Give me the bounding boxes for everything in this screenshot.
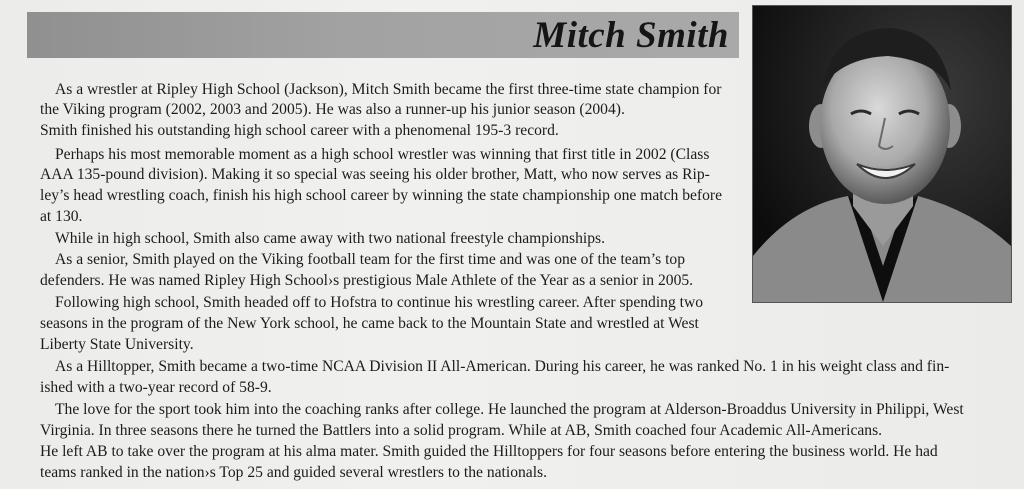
body-line: The love for the sport took him into the coaching ranks after college. He launched the program at Alderson-Broaddus University in Philippi, West <box>55 401 964 418</box>
body-line: the Viking program (2002, 2003 and 2005). He was also a runner-up his junior season (2004). <box>40 101 625 118</box>
body-line: As a senior, Smith played on the Viking football team for the first time and was one of the team’s top <box>55 251 686 268</box>
page-title: Mitch Smith <box>533 15 729 56</box>
body-line: seasons in the program of the New York school, he came back to the Mountain State and wrestled at West <box>40 315 699 332</box>
body-line: Following high school, Smith headed off to Hofstra to continue his wrestling career. After spending two <box>55 294 704 311</box>
body-line: As a wrestler at Ripley High School (Jackson), Mitch Smith became the first three-time state champion for <box>55 81 722 98</box>
body-line: ished with a two-year record of 58-9. <box>40 379 272 396</box>
body-line: ley’s head wrestling coach, finish his high school career by winning the state championship one match before <box>40 187 723 204</box>
body-line: Smith finished his outstanding high school career with a phenomenal 195-3 record. <box>40 122 559 139</box>
body-line: Perhaps his most memorable moment as a high school wrestler was winning that first title in 2002 (Class <box>55 146 710 163</box>
body-line: at 130. <box>40 208 83 225</box>
body-line: He left AB to take over the program at his alma mater. Smith guided the Hilltoppers for four seasons before entering the business world. He had <box>40 443 938 460</box>
body-line: Virginia. In three seasons there he turned the Battlers into a solid program. While at AB, Smith coached four Academic All-Americans. <box>40 422 883 439</box>
body-line: defenders. He was named Ripley High School›s prestigious Male Athlete of the Year as a senior in 2005. <box>40 272 694 289</box>
body-line: As a Hilltopper, Smith became a two-time NCAA Division II All-American. During his career, he was ranked No. 1 in his weight class and fin- <box>55 358 950 375</box>
body-line: While in high school, Smith also came away with two national freestyle championships. <box>55 230 605 247</box>
body-line: AAA 135-pound division). Making it so special was seeing his older brother, Matt, who now serves as Rip- <box>40 166 710 183</box>
body-line: teams ranked in the nation›s Top 25 and guided several wrestlers to the nationals. <box>40 464 548 481</box>
body-line: Liberty State University. <box>40 336 194 353</box>
